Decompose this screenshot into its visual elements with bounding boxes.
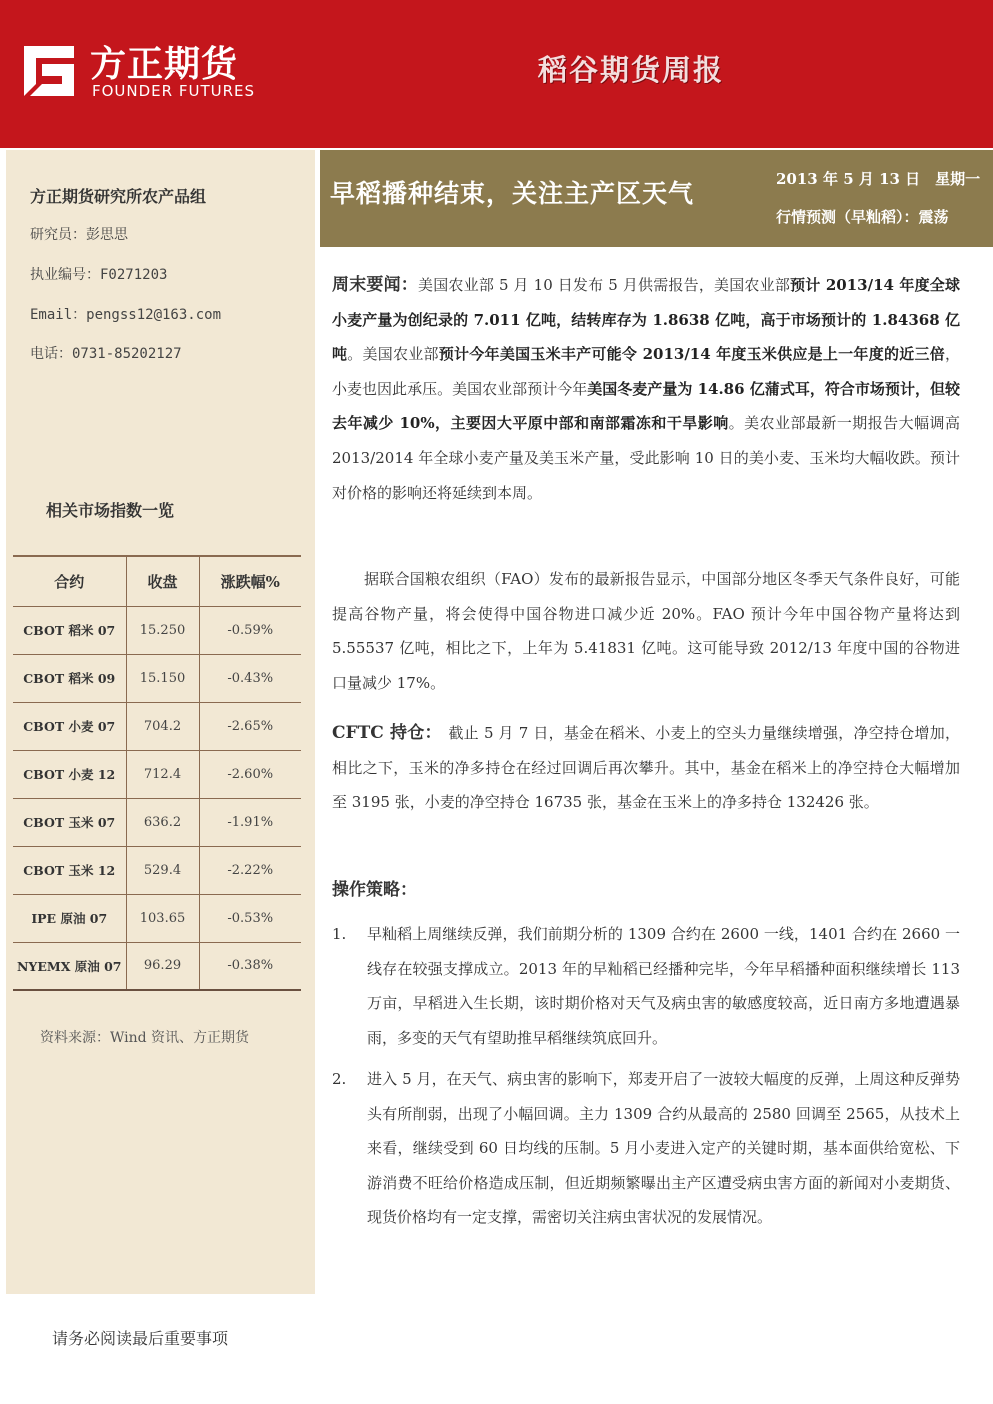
strategy-item-text: 早籼稻上周继续反弹，我们前期分析的 1309 合约在 2600 一线，1401 合约在 2660 一线存在较强支撑成立。2013 年的早籼稻已经播种完毕，今年早稻播种面积继续增长 113 万亩，早稻进入生长期，该时期价格对天气及病虫害的敏感度较高，近日南方多地遭遇暴雨，多变的天气有望助推早稻继续筑底回升。 bbox=[367, 925, 960, 1047]
report-title: 早稻播种结束，关注主产区天气 bbox=[330, 179, 695, 208]
contract-cell: CBOT 稻米 07 bbox=[13, 606, 126, 654]
market-forecast: 行情预测（早籼稻）：震荡 bbox=[776, 208, 949, 226]
table-row bbox=[13, 702, 301, 750]
change-cell: -0.38% bbox=[199, 942, 301, 990]
table-header-row bbox=[13, 556, 301, 606]
close-cell: 529.4 bbox=[126, 846, 199, 894]
news-highlight: 预计今年美国玉米丰产可能令 2013/14 年度玉米供应是上一年度的近三倍 bbox=[438, 345, 945, 364]
weekend-news-paragraph bbox=[332, 268, 960, 510]
close-cell: 15.250 bbox=[126, 606, 199, 654]
company-name-en: FOUNDER FUTURES bbox=[92, 82, 256, 100]
market-index-title: 相关市场指数一览 bbox=[46, 501, 175, 520]
contract-cell: IPE 原油 07 bbox=[13, 894, 126, 942]
table-row bbox=[13, 798, 301, 846]
report-header bbox=[0, 0, 993, 148]
strategy-item-text: 进入 5 月，在天气、病虫害的影响下，郑麦开启了一波较大幅度的反弹，上周这种反弹势头有所削弱，出现了小幅回调。主力 1309 合约从最高的 2580 回调至 2565，从技术上来看，继续受到 60 日均线的压制。5 月小麦进入定产的关键时期，基本面供给宽松、下游消费不旺给价格造成压制，但近期频繁曝出主产区遭受病虫害方面的新闻对小麦期货、现货价格均有一定支撑，需密切关注病虫害状况的发展情况。 bbox=[367, 1070, 960, 1227]
contract-cell: CBOT 小麦 12 bbox=[13, 750, 126, 798]
change-cell: -0.43% bbox=[199, 654, 301, 702]
report-series-name: 稻谷期货周报 bbox=[538, 53, 725, 87]
title-band bbox=[320, 150, 993, 247]
news-text: ，小麦也因此承压。美国农业部预计今年 bbox=[332, 345, 960, 398]
close-cell: 15.150 bbox=[126, 654, 199, 702]
license-number: 执业编号：F0271203 bbox=[30, 267, 168, 283]
close-cell: 103.65 bbox=[126, 894, 199, 942]
contact-phone: 电话：0731-85202127 bbox=[30, 346, 182, 362]
change-cell: -0.59% bbox=[199, 606, 301, 654]
close-cell: 712.4 bbox=[126, 750, 199, 798]
sidebar bbox=[6, 150, 315, 1294]
contract-cell: CBOT 小麦 07 bbox=[13, 702, 126, 750]
news-text: 。美农业部最新一期报告大幅调高 2013/2014 年全球小麦产量及美玉米产量，受此影响 10 日的美小麦、玉米均大幅收跌。预计对价格的影响还将延续到本周。 bbox=[332, 414, 960, 502]
change-cell: -2.22% bbox=[199, 846, 301, 894]
news-highlight: 美国冬麦产量为 14.86 亿蒲式耳，符合市场预计，但较去年减少 10%，主要因大平原中部和南部霜冻和干旱影响 bbox=[332, 379, 960, 433]
close-cell: 704.2 bbox=[126, 702, 199, 750]
cftc-text: 截止 5 月 7 日，基金在稻米、小麦上的空头力量继续增强，净空持仓增加，相比之下，玉米的净多持仓在经过回调后再次攀升。其中，基金在稻米上的净空持仓大幅增加至 3195 张，小麦的净空持仓 16735 张，基金在玉米上的净多持仓 132426 张。 bbox=[332, 724, 960, 812]
strategy-item-number: 2. bbox=[332, 1070, 347, 1088]
cftc-paragraph bbox=[332, 716, 960, 820]
disclaimer-note: 请务必阅读最后重要事项 bbox=[52, 1329, 229, 1348]
table-row bbox=[13, 654, 301, 702]
change-cell: -0.53% bbox=[199, 894, 301, 942]
contract-cell: CBOT 稻米 09 bbox=[13, 654, 126, 702]
table-row bbox=[13, 942, 301, 990]
data-source-note: 资料来源：Wind 资讯、方正期货 bbox=[40, 1030, 250, 1046]
company-name-cn: 方正期货 bbox=[90, 44, 239, 85]
market-index-table bbox=[13, 555, 301, 991]
researcher-name: 研究员：彭思思 bbox=[30, 227, 128, 243]
table-row bbox=[13, 894, 301, 942]
contract-cell: CBOT 玉米 07 bbox=[13, 798, 126, 846]
column-header-close: 收盘 bbox=[126, 556, 199, 606]
change-cell: -2.65% bbox=[199, 702, 301, 750]
table-row bbox=[13, 750, 301, 798]
founder-logo-icon bbox=[14, 40, 78, 102]
strategy-item-number: 1. bbox=[332, 925, 347, 943]
column-header-change: 涨跌幅% bbox=[199, 556, 301, 606]
contract-cell: CBOT 玉米 12 bbox=[13, 846, 126, 894]
close-cell: 96.29 bbox=[126, 942, 199, 990]
column-header-contract: 合约 bbox=[13, 556, 126, 606]
change-cell: -2.60% bbox=[199, 750, 301, 798]
close-cell: 636.2 bbox=[126, 798, 199, 846]
cftc-heading: CFTC 持仓： bbox=[332, 723, 434, 743]
weekend-news-heading: 周末要闻： bbox=[332, 275, 419, 295]
news-text: 。美国农业部 bbox=[347, 345, 439, 364]
news-text: 美国农业部 5 月 10 日发布 5 月供需报告，美国农业部 bbox=[418, 276, 791, 294]
table-row bbox=[13, 846, 301, 894]
strategy-heading: 操作策略： bbox=[332, 880, 417, 900]
report-date: 2013 年 5 月 13 日 星期一 bbox=[776, 170, 981, 188]
contact-email: Email：pengss12@163.com bbox=[30, 307, 222, 323]
contract-cell: NYEMX 原油 07 bbox=[13, 942, 126, 990]
research-group: 方正期货研究所农产品组 bbox=[30, 187, 207, 206]
table-row bbox=[13, 606, 301, 654]
change-cell: -1.91% bbox=[199, 798, 301, 846]
fao-paragraph: 据联合国粮农组织（FAO）发布的最新报告显示，中国部分地区冬季天气条件良好，可能提高谷物产量，将会使得中国谷物进口减少近 20%。FAO 预计今年中国谷物产量将达到 5.55537 亿吨，相比之下，上年为 5.41831 亿吨。这可能导致 2012/13 年度中国的谷物进口量减少 17%。 bbox=[332, 570, 960, 692]
news-highlight: 预计 2013/14 年度全球小麦产量为创纪录的 7.011 亿吨，结转库存为 1.8638 亿吨，高于市场预计的 1.84368 亿吨 bbox=[332, 276, 961, 364]
